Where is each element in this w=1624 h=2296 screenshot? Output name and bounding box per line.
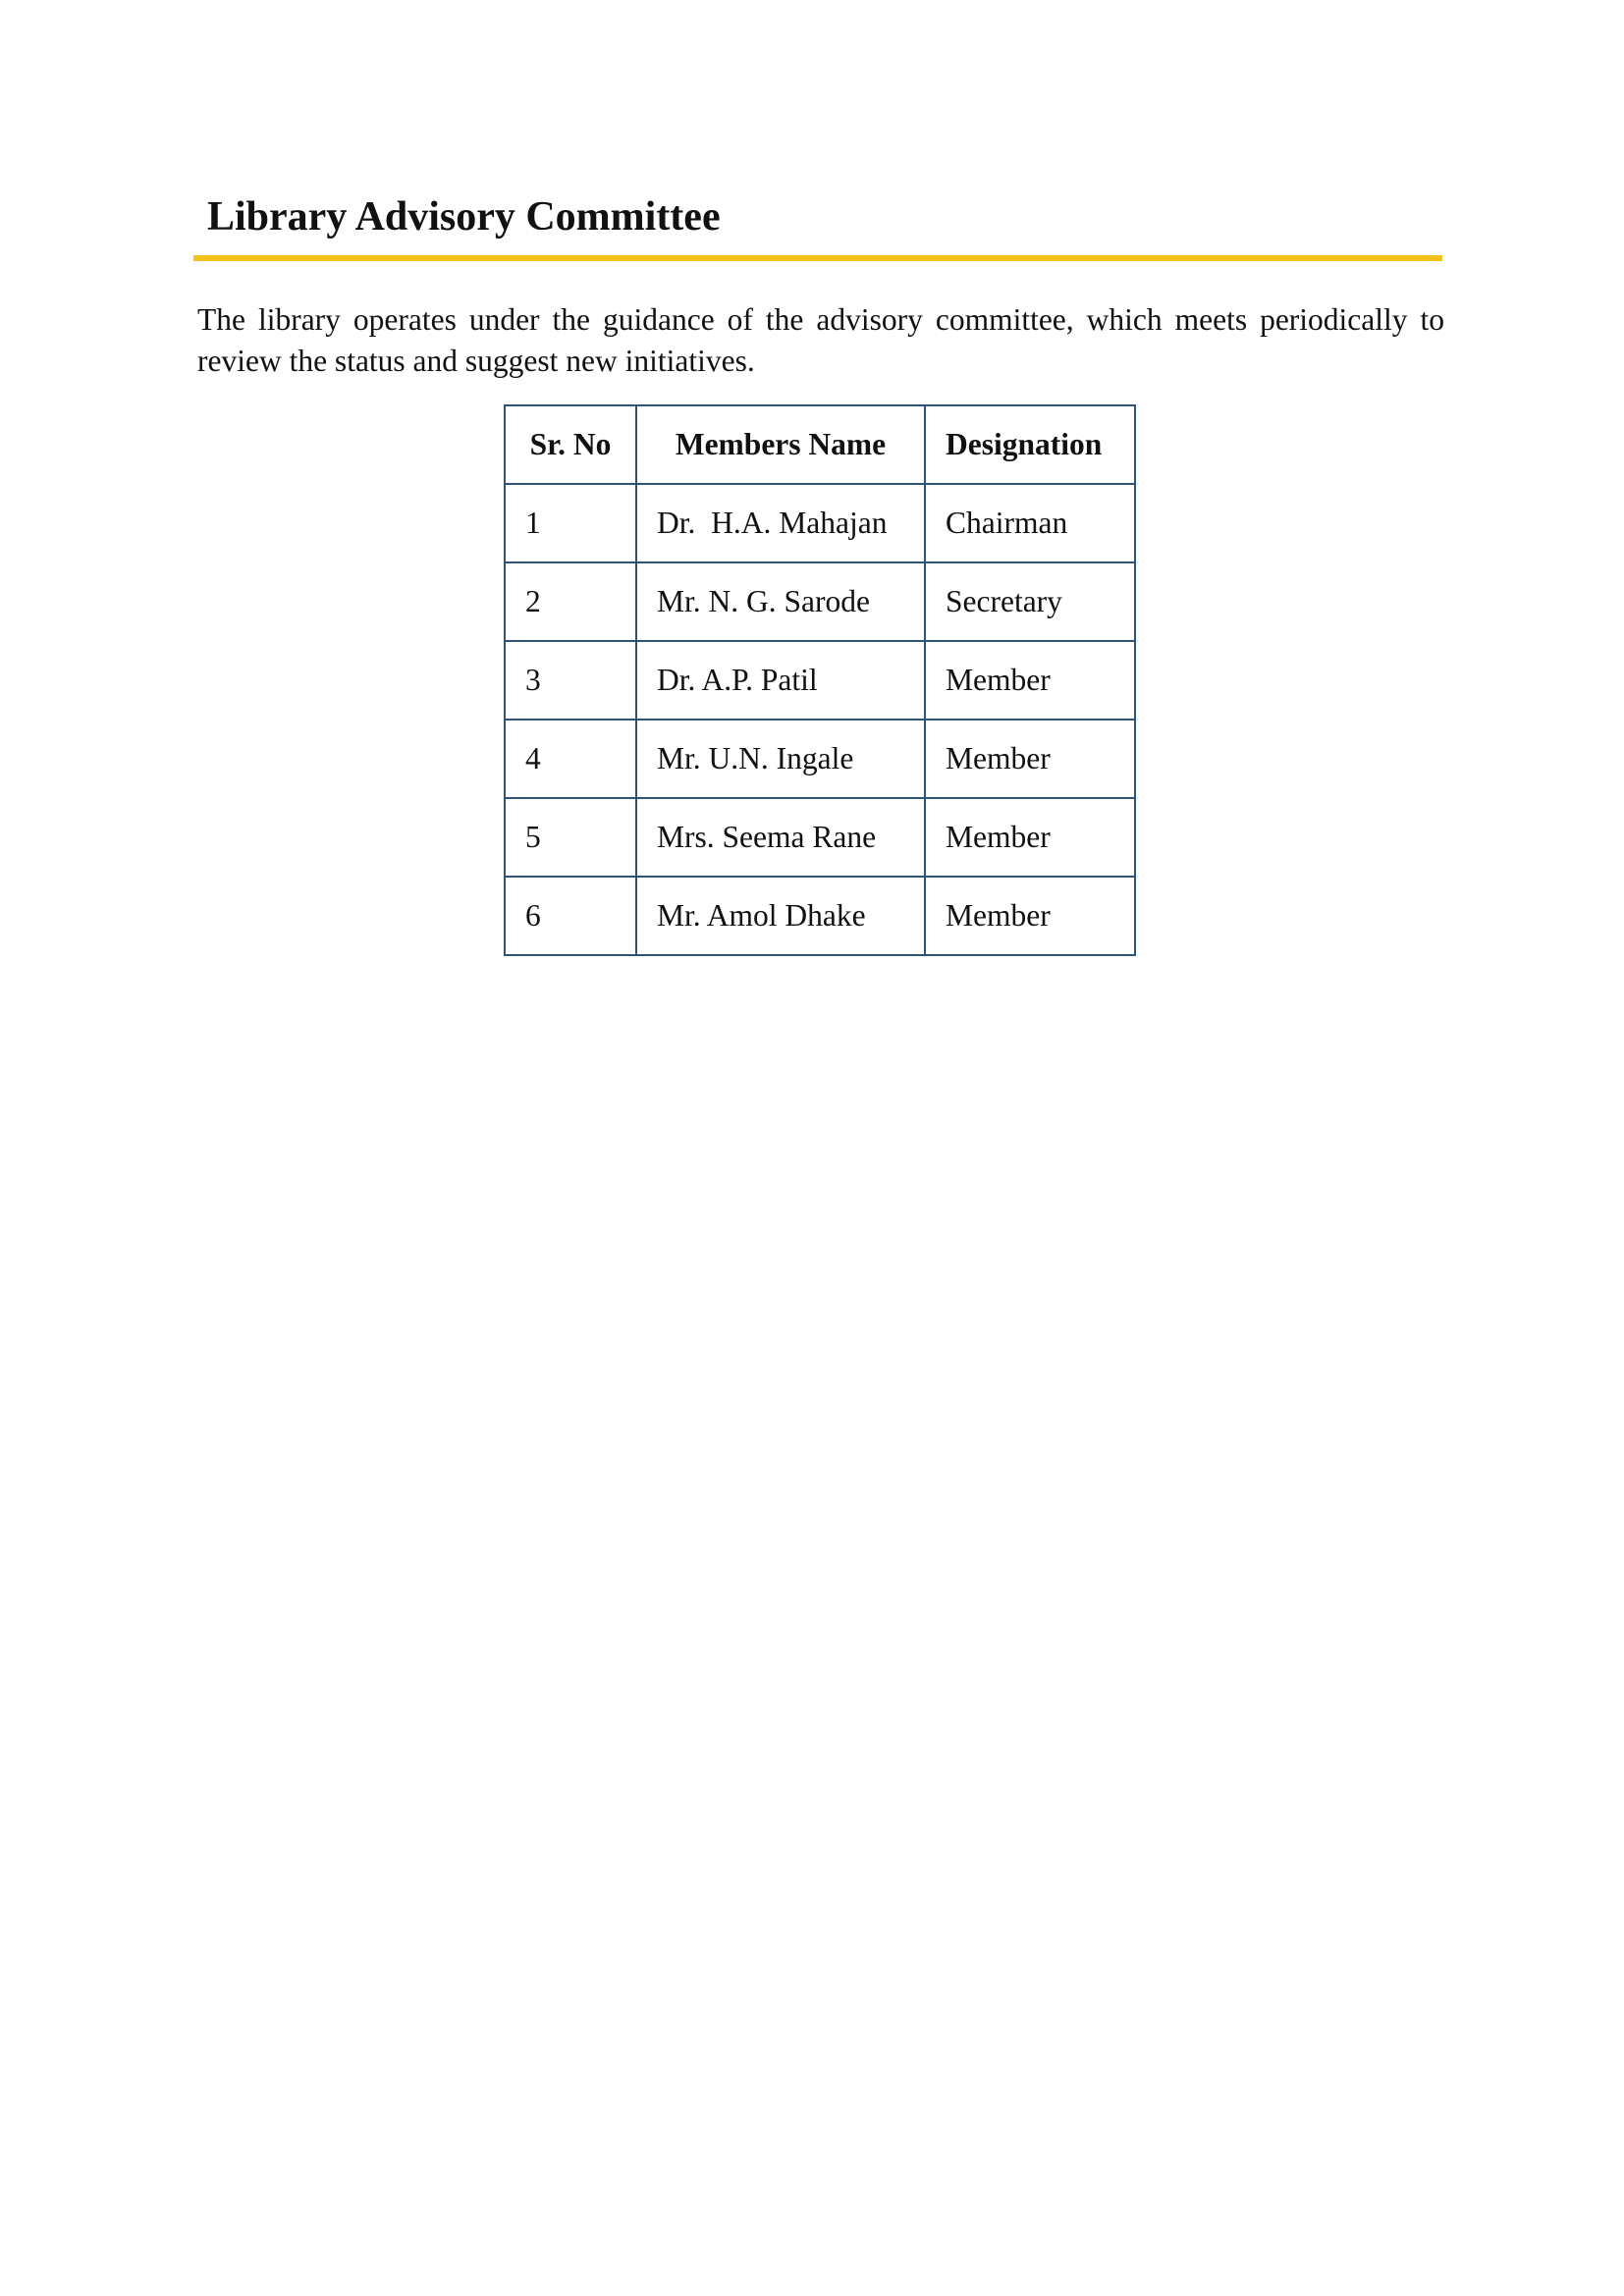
cell-sr-no: 3: [505, 641, 636, 720]
header-members-name: Members Name: [636, 405, 925, 484]
table-header-row: [505, 405, 1135, 484]
table-row: [505, 720, 1135, 798]
page-title: Library Advisory Committee: [207, 194, 721, 240]
cell-designation: Chairman: [925, 484, 1135, 562]
cell-sr-no: 4: [505, 720, 636, 798]
cell-sr-no: 2: [505, 562, 636, 641]
cell-designation: Member: [925, 720, 1135, 798]
cell-member-name: Mr. Amol Dhake: [636, 877, 925, 955]
cell-sr-no: 6: [505, 877, 636, 955]
table-row: [505, 877, 1135, 955]
header-sr-no: Sr. No: [505, 405, 636, 484]
cell-sr-no: 1: [505, 484, 636, 562]
header-designation: Designation: [925, 405, 1135, 484]
committee-table: [504, 404, 1136, 956]
table-row: [505, 798, 1135, 877]
cell-designation: Secretary: [925, 562, 1135, 641]
cell-member-name: Dr. H.A. Mahajan: [636, 484, 925, 562]
cell-designation: Member: [925, 877, 1135, 955]
table-row: [505, 562, 1135, 641]
cell-member-name: Mrs. Seema Rane: [636, 798, 925, 877]
cell-member-name: Mr. N. G. Sarode: [636, 562, 925, 641]
cell-sr-no: 5: [505, 798, 636, 877]
cell-designation: Member: [925, 798, 1135, 877]
cell-member-name: Mr. U.N. Ingale: [636, 720, 925, 798]
table-row: [505, 484, 1135, 562]
table-row: [505, 641, 1135, 720]
cell-designation: Member: [925, 641, 1135, 720]
title-underline: [193, 255, 1442, 261]
cell-member-name: Dr. A.P. Patil: [636, 641, 925, 720]
intro-paragraph: The library operates under the guidance of the advisory committee, which meets periodically to review the status and suggest new initiatives.: [197, 302, 1444, 378]
